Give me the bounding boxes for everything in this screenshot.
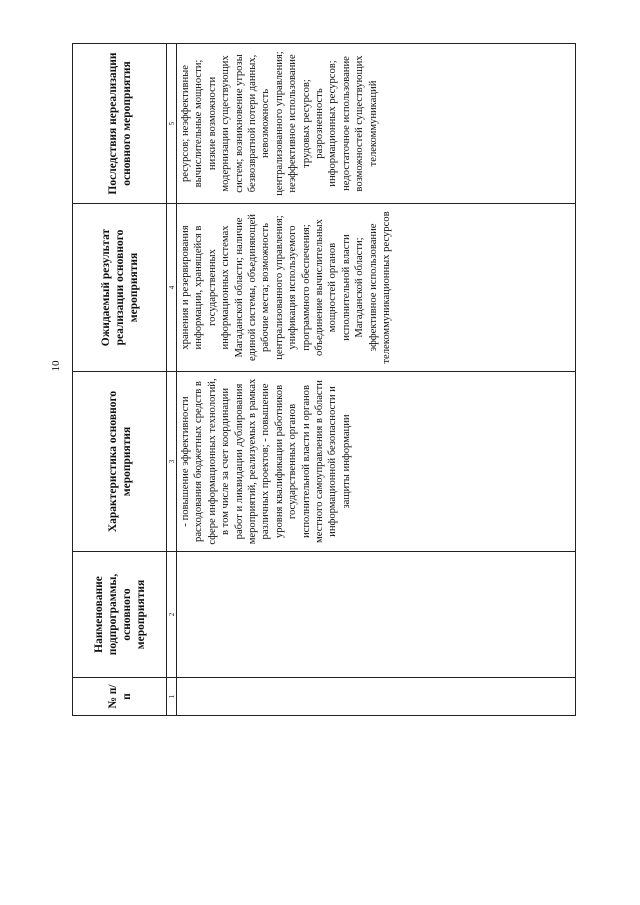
column-number: 2 — [167, 552, 177, 678]
column-number: 3 — [167, 372, 177, 552]
header-subprogram-name: Наименование подпрограммы, основного мероприятия — [73, 552, 167, 678]
rotated-table-container — [72, 44, 576, 716]
page-number: 10 — [50, 360, 62, 372]
table-header-row — [73, 44, 167, 716]
cell-number — [177, 678, 576, 716]
header-expected-result: Ожидаемый результат реализации основного мероприятия — [73, 204, 167, 372]
cell-characteristic: - повышение эффективности расходования бюджетных средств в сфере информационных технологий, в том числе за счет координации работ и ликвидации дублирования мероприятий, реализуемых в рамках различных проектов; - повышение уровня квалификации работников государственных органов исполнительной власти и органов местного самоуправления в области информационной безопасности и защиты информации — [177, 372, 576, 552]
cell-consequences: ресурсов; неэффективные вычислительные мощности; низкие возможности модернизации существующих систем; возникновение угрозы безвозвратной потери данных, невозможность централизованного управления; неэффективное использование трудовых ресурсов; разрозненность информационных ресурсов; недостаточное использование возможностей существующих телекоммуникаций — [177, 44, 576, 204]
cell-subprogram-name — [177, 552, 576, 678]
header-consequences: Последствия нереализации основного мероприятия — [73, 44, 167, 204]
measures-table — [72, 43, 576, 716]
column-number: 1 — [167, 678, 177, 716]
column-number: 5 — [167, 44, 177, 204]
column-number-row — [167, 44, 177, 716]
header-characteristic: Характеристика основного мероприятия — [73, 372, 167, 552]
column-number: 4 — [167, 204, 177, 372]
table-row — [177, 44, 576, 716]
cell-expected-result: хранения и резервирования информации, хранящейся в государственных информационных системах Магаданской области; наличие единой системы, объединяющей рабочие места; возможность централизованного управления; унификация используемого программного обеспечения; объединение вычислительных мощностей органов исполнительной власти Магаданской области; эффективное использование телекоммуникационных ресурсов — [177, 204, 576, 372]
header-number: № п/п — [73, 678, 167, 716]
